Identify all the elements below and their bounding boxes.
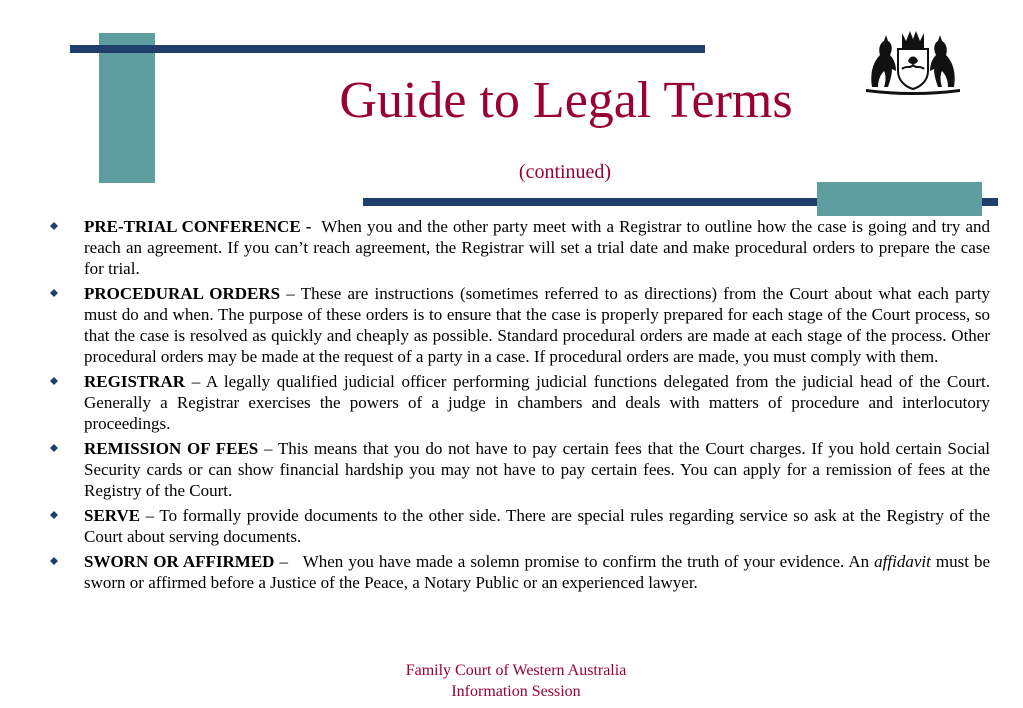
term-definition-continued: must be sworn or affirmed before a Justice of the Peace, a Notary Public or an experienced lawyer. — [84, 552, 990, 592]
term-italic-word: affidavit — [874, 552, 931, 571]
term-separator — [311, 217, 321, 236]
diamond-bullet-icon — [50, 289, 58, 297]
diamond-bullet-icon — [50, 444, 58, 452]
footer-line-organization: Family Court of Western Australia — [405, 662, 627, 679]
term-separator: – — [185, 372, 206, 391]
term-definition: When you have made a solemn promise to confirm the truth of your evidence. An — [302, 552, 870, 571]
diamond-bullet-icon — [50, 377, 58, 385]
teal-horizontal-block — [817, 182, 982, 216]
slide-subtitle: (continued) — [518, 161, 612, 183]
term-separator: – — [280, 284, 301, 303]
term-definition: This means that you do not have to pay certain fees that the Court charges. If you hold certain Social Security cards or can show financial hardship you may not have to pay certain fees. You can apply for a remission of fees at the Registry of the Court. — [84, 439, 990, 500]
diamond-bullet-icon — [50, 511, 58, 519]
term-name: SWORN OR AFFIRMED — [84, 552, 275, 571]
navy-top-rule — [70, 45, 705, 53]
term-definition: To formally provide documents to the other side. There are special rules regarding service so ask at the Registry of the Court about serving documents. — [84, 506, 990, 546]
list-item — [50, 283, 990, 367]
term-name: PRE-TRIAL CONFERENCE - — [84, 217, 312, 236]
list-item — [50, 216, 990, 279]
term-name: REGISTRAR — [84, 372, 186, 391]
term-name: SERVE — [84, 506, 141, 525]
term-name: REMISSION OF FEES — [84, 439, 259, 458]
coat-of-arms-icon — [858, 25, 968, 97]
term-separator: – — [140, 506, 160, 525]
term-separator: – — [274, 552, 303, 571]
diamond-bullet-icon — [50, 222, 58, 230]
teal-vertical-bar — [99, 33, 155, 183]
slide-title: Guide to Legal Terms — [339, 72, 793, 129]
footer-line-session: Information Session — [451, 683, 581, 700]
term-separator: – — [258, 439, 278, 458]
list-item — [50, 551, 990, 593]
legal-terms-list — [50, 216, 990, 597]
list-item — [50, 438, 990, 501]
slide-footer — [330, 660, 702, 702]
term-definition: A legally qualified judicial officer performing judicial functions delegated from the judicial head of the Court. Generally a Registrar exercises the powers of a judge in chambers and deals with matters of procedure and interlocutory proceedings. — [84, 372, 991, 433]
diamond-bullet-icon — [50, 557, 58, 565]
term-definition: These are instructions (sometimes referred to as directions) from the Court about what each party must do and when. The purpose of these orders is to ensure that the case is properly prepared for each stage of the Court process, so that the case is resolved as quickly and cheaply as possible. Standard procedural orders are made at each stage of the process. Other procedural orders may be made at the request of a party in a case. If procedural orders are made, you must comply with them. — [84, 284, 990, 366]
term-name: PROCEDURAL ORDERS — [84, 284, 281, 303]
list-item — [50, 505, 990, 547]
list-item — [50, 371, 990, 434]
term-definition: When you and the other party meet with a Registrar to outline how the case is going and try and reach an agreement. If you can’t reach agreement, the Registrar will set a trial date and make procedural orders to prepare the case for trial. — [84, 217, 990, 278]
